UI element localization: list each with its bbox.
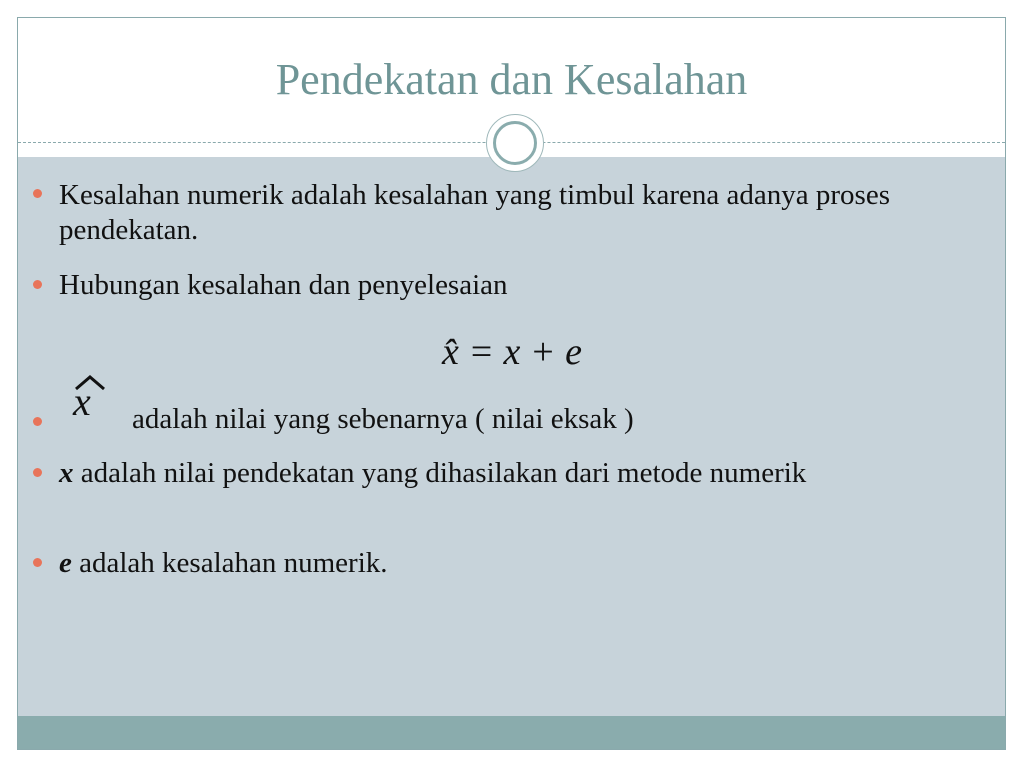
- footer-band: [18, 716, 1005, 750]
- slide: [17, 17, 1006, 750]
- x-hat-symbol: [64, 371, 114, 421]
- bullet-4-text: adalah nilai pendekatan yang dihasilakan dari metode numerik: [73, 457, 807, 489]
- bullet-5-text: adalah kesalahan numerik.: [71, 547, 388, 579]
- x-hat-letter: x: [73, 379, 91, 421]
- bullet-text-4: [59, 456, 939, 491]
- bullet-marker: [32, 188, 46, 202]
- slide-title: Pendekatan dan Kesalahan: [275, 55, 748, 104]
- bullet-text-3: adalah nilai yang sebenarnya ( nilai eksak ): [132, 403, 634, 435]
- bullet-text-2: Hubungan kesalahan dan penyelesaian: [59, 269, 508, 301]
- bullet-marker: [32, 467, 46, 481]
- formula: x̂ = x + e: [442, 331, 582, 373]
- bullet-marker: [32, 279, 46, 293]
- bullet-marker: [32, 416, 46, 430]
- circle-ornament-inner: [493, 121, 537, 165]
- bullet-5-symbol: e: [59, 547, 72, 579]
- bullet-4-symbol: x: [59, 457, 74, 489]
- bullet-marker: [32, 557, 46, 571]
- bullet-text-1: Kesalahan numerik adalah kesalahan yang timbul karena adanya proses pendekatan.: [59, 179, 891, 246]
- circle-ornament: [486, 114, 544, 172]
- bullet-text-5: [59, 546, 939, 581]
